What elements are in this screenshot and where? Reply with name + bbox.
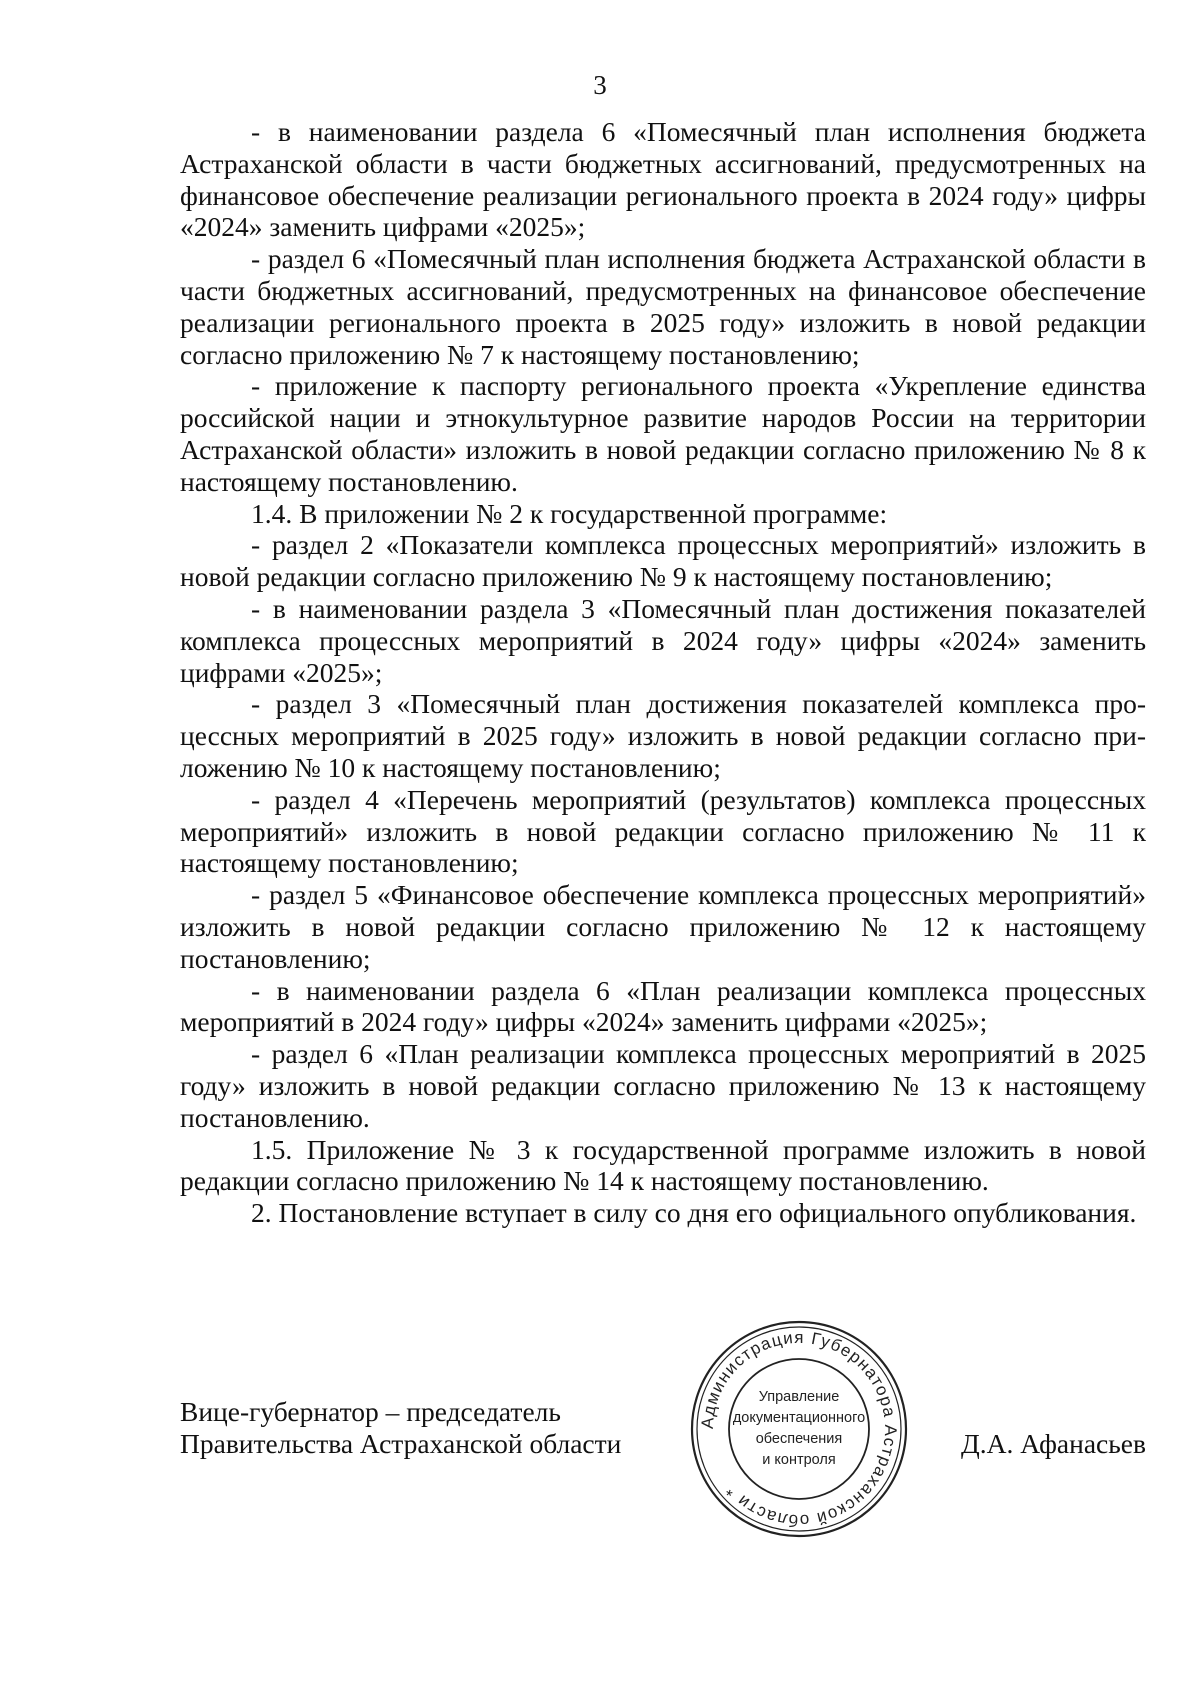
signatory-name: Д.А. Афанасьев (961, 1428, 1146, 1459)
paragraph-13: 2. Постановление вступает в силу со дня его официального опубликования. (251, 1197, 1137, 1229)
seal-inner-line-1: Управление (758, 1389, 840, 1405)
paragraph-4: 1.4. В приложении № 2 к государственной программе: (251, 497, 888, 529)
paragraph-1: - в наименовании раздела 6 «Помесячный план исполнения бюджета Астраханской области в части бюджетных ассигнований, предусмотренных на финансовое обеспечение реализации регионального проекта в 2024 году» цифры «2024» заменить цифрами «2025»; (180, 116, 1146, 243)
paragraph-6: - в наименовании раздела 3 «Помесячный план достижения показателей комплекса процессных мероприятий в 2024 году» цифры «2024» заменить цифрами «2025»; (180, 592, 1146, 688)
paragraph-8: - раздел 4 «Перечень мероприятий (результатов) комплекса процессных мероприятий» изложить в новой редакции согласно приложению № 11 к настоящему постановлению; (180, 783, 1146, 879)
paragraph-11: - раздел 6 «План реализации комплекса процессных мероприятий в 2025 году» изложить в новой редакции согласно приложению № 13 к настоящему постановлению. (180, 1038, 1146, 1133)
seal-inner-line-2: документационного (732, 1410, 866, 1426)
page-number: 3 (593, 70, 607, 100)
signatory-position-line-2: Правительства Астраханской области (180, 1428, 622, 1459)
paragraph-10: - в наименовании раздела 6 «План реализации комплекса процессных мероприятий в 2024 году» цифры «2024» заменить цифрами «2025»; (180, 974, 1146, 1038)
paragraph-2: - раздел 6 «Помесячный план исполнения бюджета Астраханской области в части бюджетных ассигнований, предусмотренных на финансовое обеспечение реализации регионального проекта в 2025 году» изложить в новой редакции согласно приложению № 7 к настоящему постановлению; (180, 243, 1146, 370)
paragraph-5: - раздел 2 «Показатели комплекса процессных мероприятий» изложить в новой редакции согласно приложению № 9 к настоящему постановлению; (180, 529, 1146, 593)
paragraph-7: - раздел 3 «Помесячный план достижения показателей комплекса процессных мероприятий в 2025 году» изложить в новой редакции согласно приложению № 10 к настоящему постановлению; (180, 688, 1146, 783)
paragraph-12: 1.5. Приложение № 3 к государственной программе изложить в новой редакции согласно приложению № 14 к настоящему постановлению. (180, 1133, 1146, 1197)
seal-inner-line-3: обеспечения (755, 1431, 843, 1447)
seal-icon (688, 1318, 910, 1540)
body-text (180, 116, 1146, 1229)
seal-outer-text: Администрация Губернатора Астраханской области * (697, 1327, 901, 1531)
paragraph-9: - раздел 5 «Финансовое обеспечение комплекса процессных мероприятий» изложить в новой редакции согласно приложению № 12 к настоящему постановлению; (180, 879, 1146, 974)
official-seal-stamp (688, 1318, 910, 1540)
paragraph-3: - приложение к паспорту регионального проекта «Укрепление единства российской нации и этнокультурное развитие народов России на территории Астраханской области» изложить в новой редакции согласно приложению № 8 к настоящему постановлению. (180, 370, 1146, 497)
signatory-position (180, 1396, 621, 1460)
signatory-position-line-1: Вице-губернатор – председатель (180, 1396, 561, 1427)
seal-inner-line-4: и контроля (762, 1452, 836, 1468)
